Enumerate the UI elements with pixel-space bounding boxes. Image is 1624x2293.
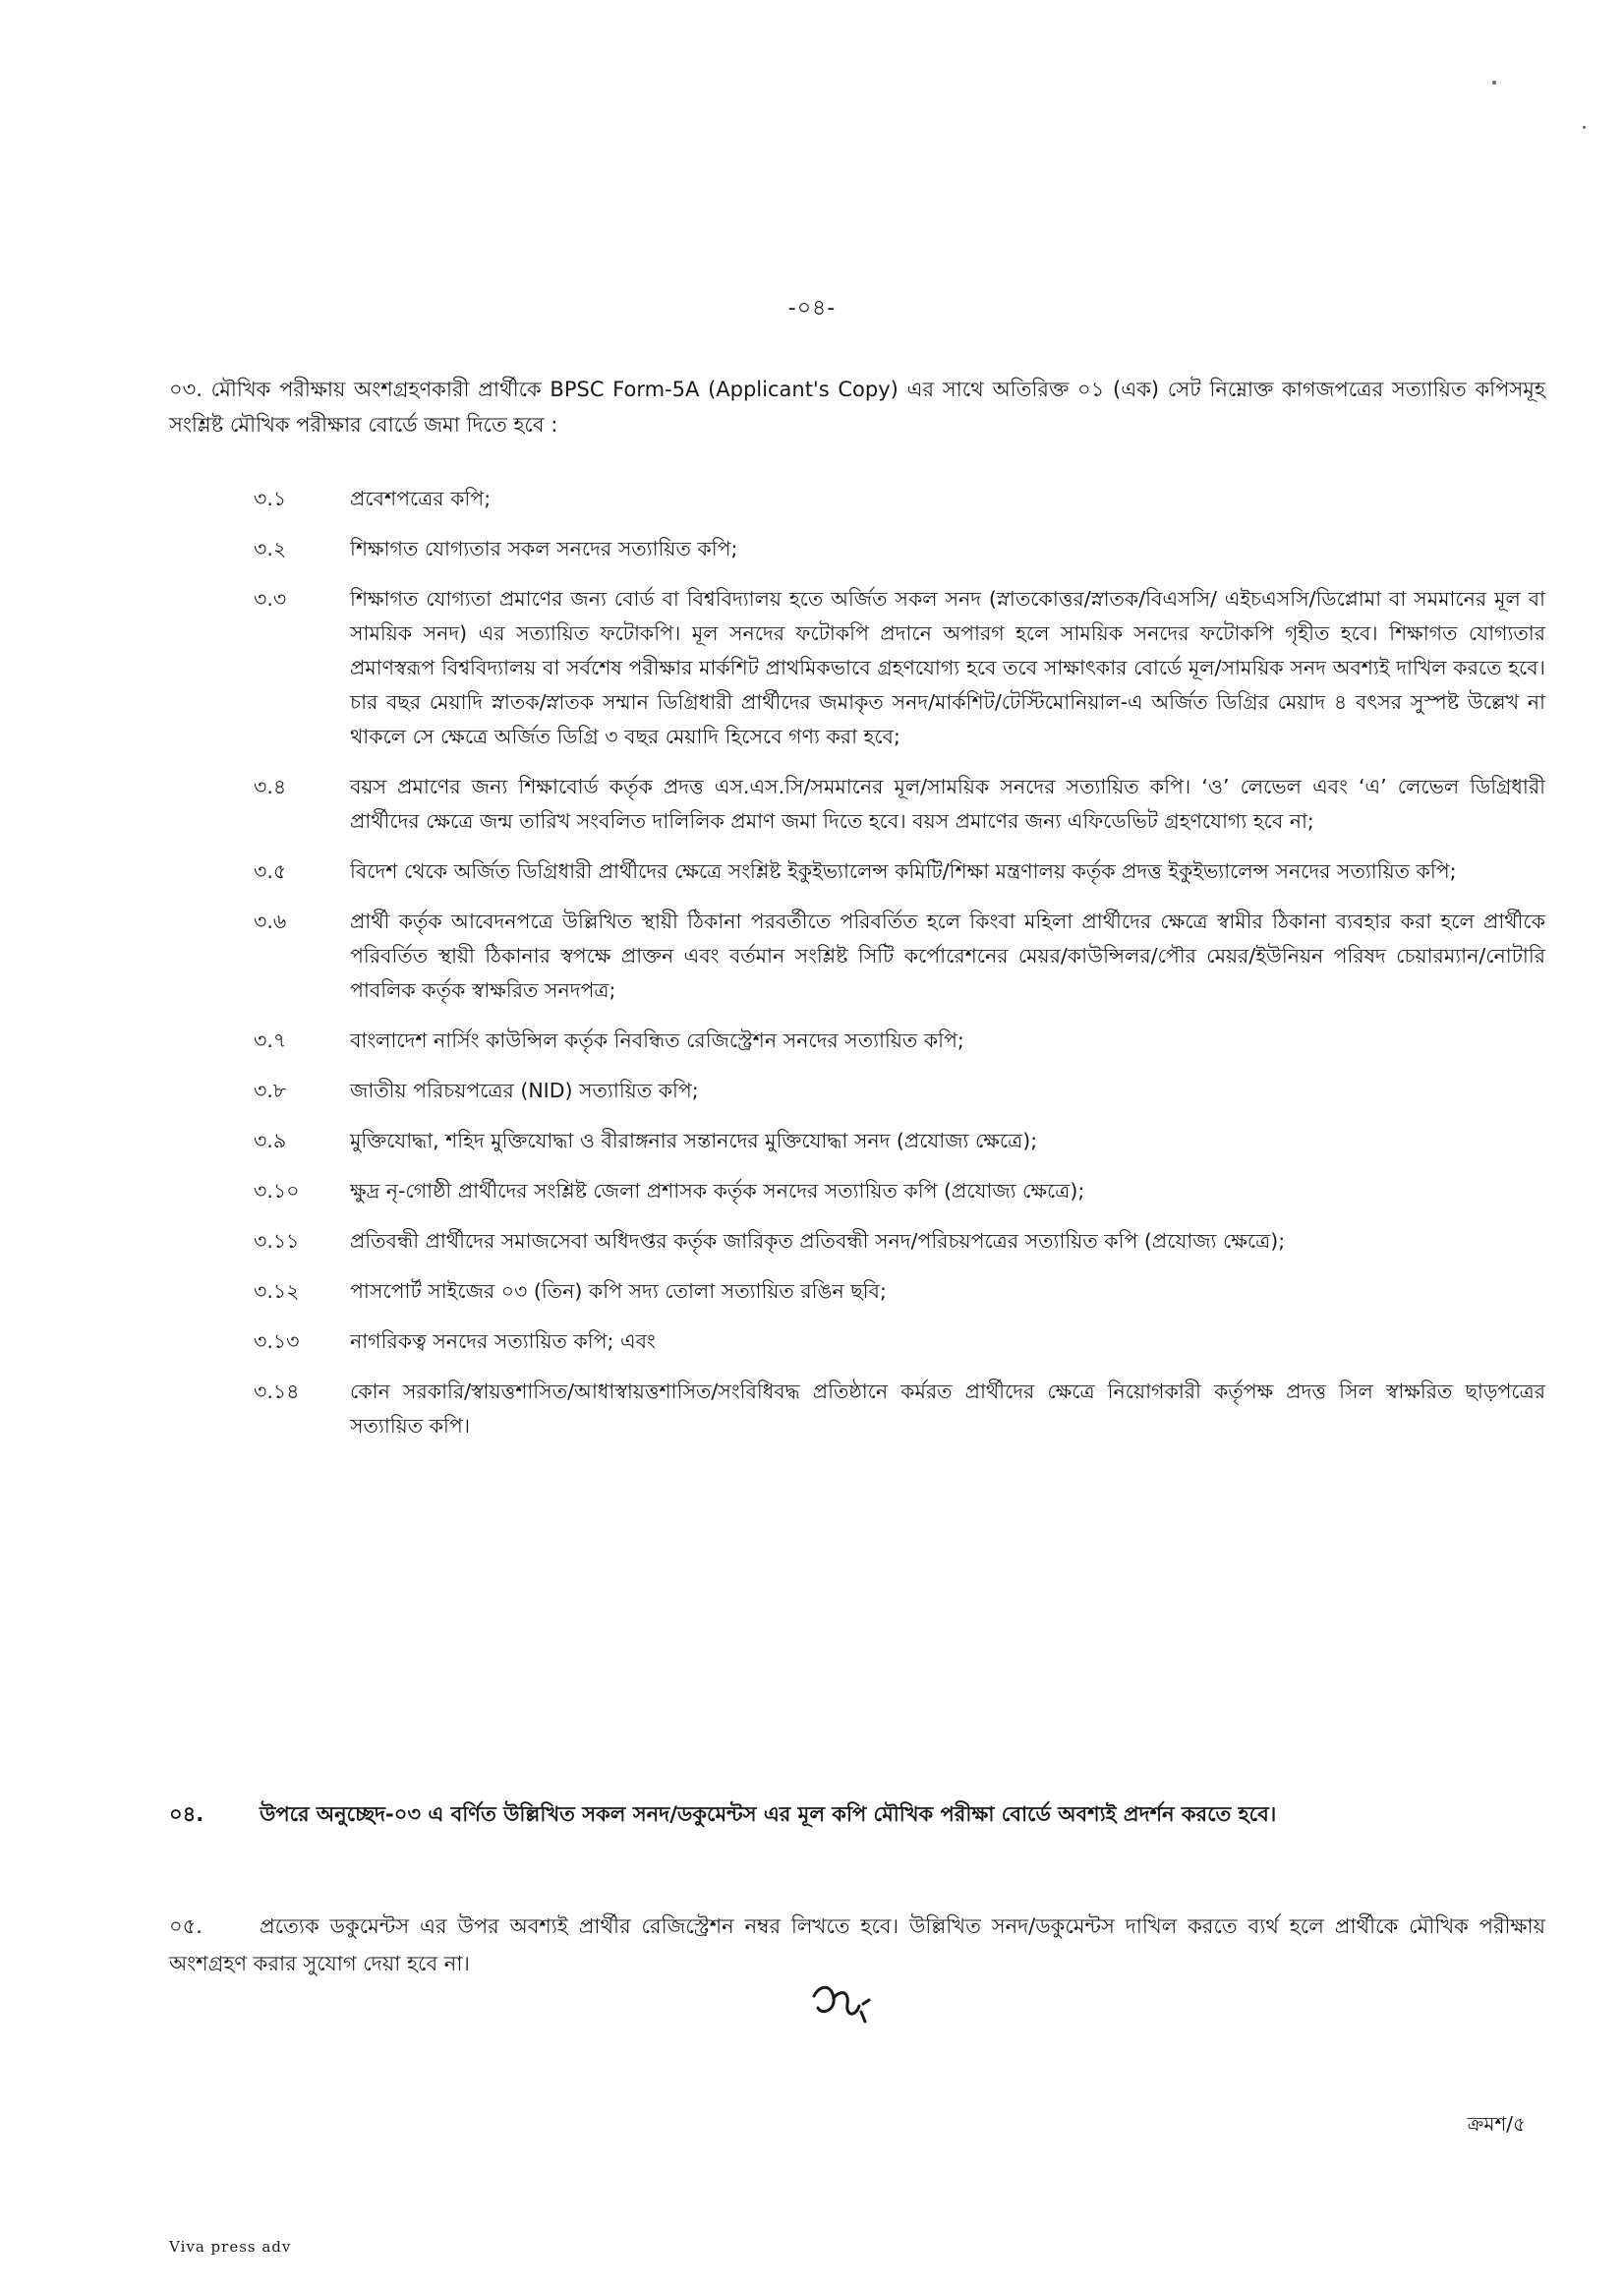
list-item [254,1274,1545,1309]
list-item [254,854,1545,889]
item-text: মুক্তিযোদ্ধা, শহিদ মুক্তিযোদ্ধা ও বীরাঙ্গনার সন্তানদের মুক্তিযোদ্ধা সনদ (প্রযোজ্য ক্ষেত্রে); [350,1129,1038,1152]
paragraph-05 [169,1908,1545,1982]
item-number: ৩.১১ [254,1229,300,1253]
item-number: ৩.৪ [254,775,287,798]
item-text: প্রার্থী কর্তৃক আবেদনপত্রে উল্লিখিত স্থায়ী ঠিকানা পরবর্তীতে পরিবর্তিত হলে কিংবা মহিলা প্রার্থীদের ক্ষেত্রে স্বামীর ঠিকানা ব্যবহার করা হলে প্রার্থীকে পরিবর্তিত স্থায়ী ঠিকানার স্বপক্ষে প্রাক্তন এবং বর্তমান সংশ্লিষ্ট সিটি কর্পোরেশনের মেয়র/কাউন্সিলর/পৌর মেয়র/ইউনিয়ন পরিষদ চেয়ারম্যান/নোটারি পাবলিক কর্তৃক স্বাক্ষরিত সনদপত্র; [350,910,1545,1002]
page-number: -০৪- [787,296,837,321]
item-text: বিদেশ থেকে অর্জিত ডিগ্রিধারী প্রার্থীদের ক্ষেত্রে সংশ্লিষ্ট ইকুইভ্যালেন্স কমিটি/শিক্ষা মন্ত্রণালয় কর্তৃক প্রদত্ত ইকুইভ্যালেন্স সনদের সত্যায়িত কপি; [350,859,1457,883]
list-item [254,482,1545,516]
paragraph-04 [169,1795,1545,1833]
document-list [254,482,1545,1459]
paragraph-text: প্রত্যেক ডকুমেন্টস এর উপর অবশ্যই প্রার্থীর রেজিস্ট্রেশন নম্বর লিখতে হবে। উল্লিখিত সনদ/ডকুমেন্টস দাখিল করতে ব্যর্থ হলে প্রার্থীকে মৌখিক পরীক্ষায় অংশগ্রহণ করার সুযোগ দেয়া হবে না। [169,1914,1545,1975]
item-number: ৩.৯ [254,1129,287,1152]
item-number: ৩.১২ [254,1279,300,1303]
item-text: প্রবেশপত্রের কপি; [350,487,492,510]
list-item [254,1174,1545,1208]
item-number: ৩.৮ [254,1079,287,1102]
item-text: প্রতিবন্ধী প্রার্থীদের সমাজসেবা অধিদপ্তর কর্তৃক জারিকৃত প্রতিবন্ধী সনদ/পরিচয়পত্রের সত্যায়িত কপি (প্রযোজ্য ক্ষেত্রে); [350,1229,1286,1253]
item-text: পাসপোর্ট সাইজের ০৩ (তিন) কপি সদ্য তোলা সত্যায়িত রঙিন ছবি; [350,1279,887,1303]
press-credit: Viva press adv [169,2238,292,2256]
continued-note: ক্রমশ/৫ [1467,2112,1526,2136]
list-item [254,1224,1545,1259]
paragraph-number: ০৪. [169,1802,204,1826]
item-text: ক্ষুদ্র নৃ-গোষ্ঠী প্রার্থীদের সংশ্লিষ্ট জেলা প্রশাসক কর্তৃক সনদের সত্যায়িত কপি (প্রযোজ্য ক্ষেত্রে); [350,1179,1085,1203]
item-text: কোন সরকারি/স্বায়ত্তশাসিত/আধাস্বায়ত্তশাসিত/সংবিধিবদ্ধ প্রতিষ্ঠানে কর্মরত প্রার্থীদের ক্ষেত্রে নিয়োগকারী কর্তৃপক্ষ প্রদত্ত সিল স্বাক্ষরিত ছাড়পত্রের সত্যায়িত কপি। [350,1380,1545,1438]
list-item [254,582,1545,754]
item-number: ৩.১০ [254,1179,300,1203]
list-item [254,532,1545,566]
scan-speck [1492,81,1496,85]
item-number: ৩.৬ [254,910,287,933]
signature-initial [806,1976,875,2035]
item-text: শিক্ষাগত যোগ্যতা প্রমাণের জন্য বোর্ড বা বিশ্ববিদ্যালয় হতে অর্জিত সকল সনদ (স্নাতকোত্তর/স্নাতক/বিএসসি/ এইচএসসি/ডিপ্লোমা বা সমমানের মূল বা সাময়িক সনদ) এর সত্যায়িত ফটোকপি। মূল সনদের ফটোকপি প্রদানে অপারগ হলে সাময়িক সনদের ফটোকপি গৃহীত হবে। শিক্ষাগত যোগ্যতার প্রমাণস্বরূপ বিশ্ববিদ্যালয় বা সর্বশেষ পরীক্ষার মার্কশিট প্রাথমিকভাবে গ্রহণযোগ্য হবে তবে সাক্ষাৎকার বোর্ডে মূল/সাময়িক সনদ অবশ্যই দাখিল করতে হবে। চার বছর মেয়াদি স্নাতক/স্নাতক সম্মান ডিগ্রিধারী প্রার্থীদের জমাকৃত সনদ/মার্কশিট/টেস্টিমোনিয়াল-এ অর্জিত ডিগ্রির মেয়াদ ৪ বৎসর সুস্পষ্ট উল্লেখ না থাকলে সে ক্ষেত্রে অর্জিত ডিগ্রি ৩ বছর মেয়াদি হিসেবে গণ্য করা হবে; [350,587,1545,748]
item-text: নাগরিকত্ব সনদের সত্যায়িত কপি; এবং [350,1329,656,1353]
paragraph-text: উপরে অনুচ্ছেদ-০৩ এ বর্ণিত উল্লিখিত সকল সনদ/ডকুমেন্টস এর মূল কপি মৌখিক পরীক্ষা বোর্ডে অবশ্যই প্রদর্শন করতে হবে। [260,1802,1277,1826]
list-item [254,1024,1545,1058]
item-text: বয়স প্রমাণের জন্য শিক্ষাবোর্ড কর্তৃক প্রদত্ত এস.এস.সি/সমমানের মূল/সাময়িক সনদের সত্যায়িত কপি। ‘ও’ লেভেল এবং ‘এ’ লেভেল ডিগ্রিধারী প্রার্থীদের ক্ষেত্রে জন্ম তারিখ সংবলিত দালিলিক প্রমাণ জমা দিতে হবে। বয়স প্রমাণের জন্য এফিডেভিট গ্রহণযোগ্য হবে না; [350,775,1545,833]
list-item [254,905,1545,1008]
item-number: ৩.৩ [254,587,287,611]
item-number: ৩.১৩ [254,1329,300,1353]
intro-paragraph: ০৩. মৌখিক পরীক্ষায় অংশগ্রহণকারী প্রার্থীকে BPSC Form-5A (Applicant's Copy) এর সাথে অতিরিক্ত ০১ (এক) সেট নিম্নোক্ত কাগজপত্রের সত্যায়িত কপিসমূহ সংশ্লিষ্ট মৌখিক পরীক্ষার বোর্ডে জমা দিতে হবে : [169,378,1545,437]
item-text: জাতীয় পরিচয়পত্রের (NID) সত্যায়িত কপি; [350,1079,699,1102]
list-item [254,770,1545,839]
paragraph-number: ০৫. [169,1914,203,1938]
list-item [254,1074,1545,1108]
item-number: ৩.১৪ [254,1380,300,1403]
item-text: শিক্ষাগত যোগ্যতার সকল সনদের সত্যায়িত কপি; [350,537,738,560]
item-number: ৩.২ [254,537,287,560]
list-item [254,1124,1545,1158]
scan-speck [1583,126,1586,129]
item-number: ৩.৫ [254,859,287,883]
item-text: বাংলাদেশ নার্সিং কাউন্সিল কর্তৃক নিবন্ধিত রেজিস্ট্রেশন সনদের সত্যায়িত কপি; [350,1029,964,1052]
item-number: ৩.৭ [254,1029,287,1052]
item-number: ৩.১ [254,487,287,510]
list-item [254,1324,1545,1359]
list-item [254,1375,1545,1443]
